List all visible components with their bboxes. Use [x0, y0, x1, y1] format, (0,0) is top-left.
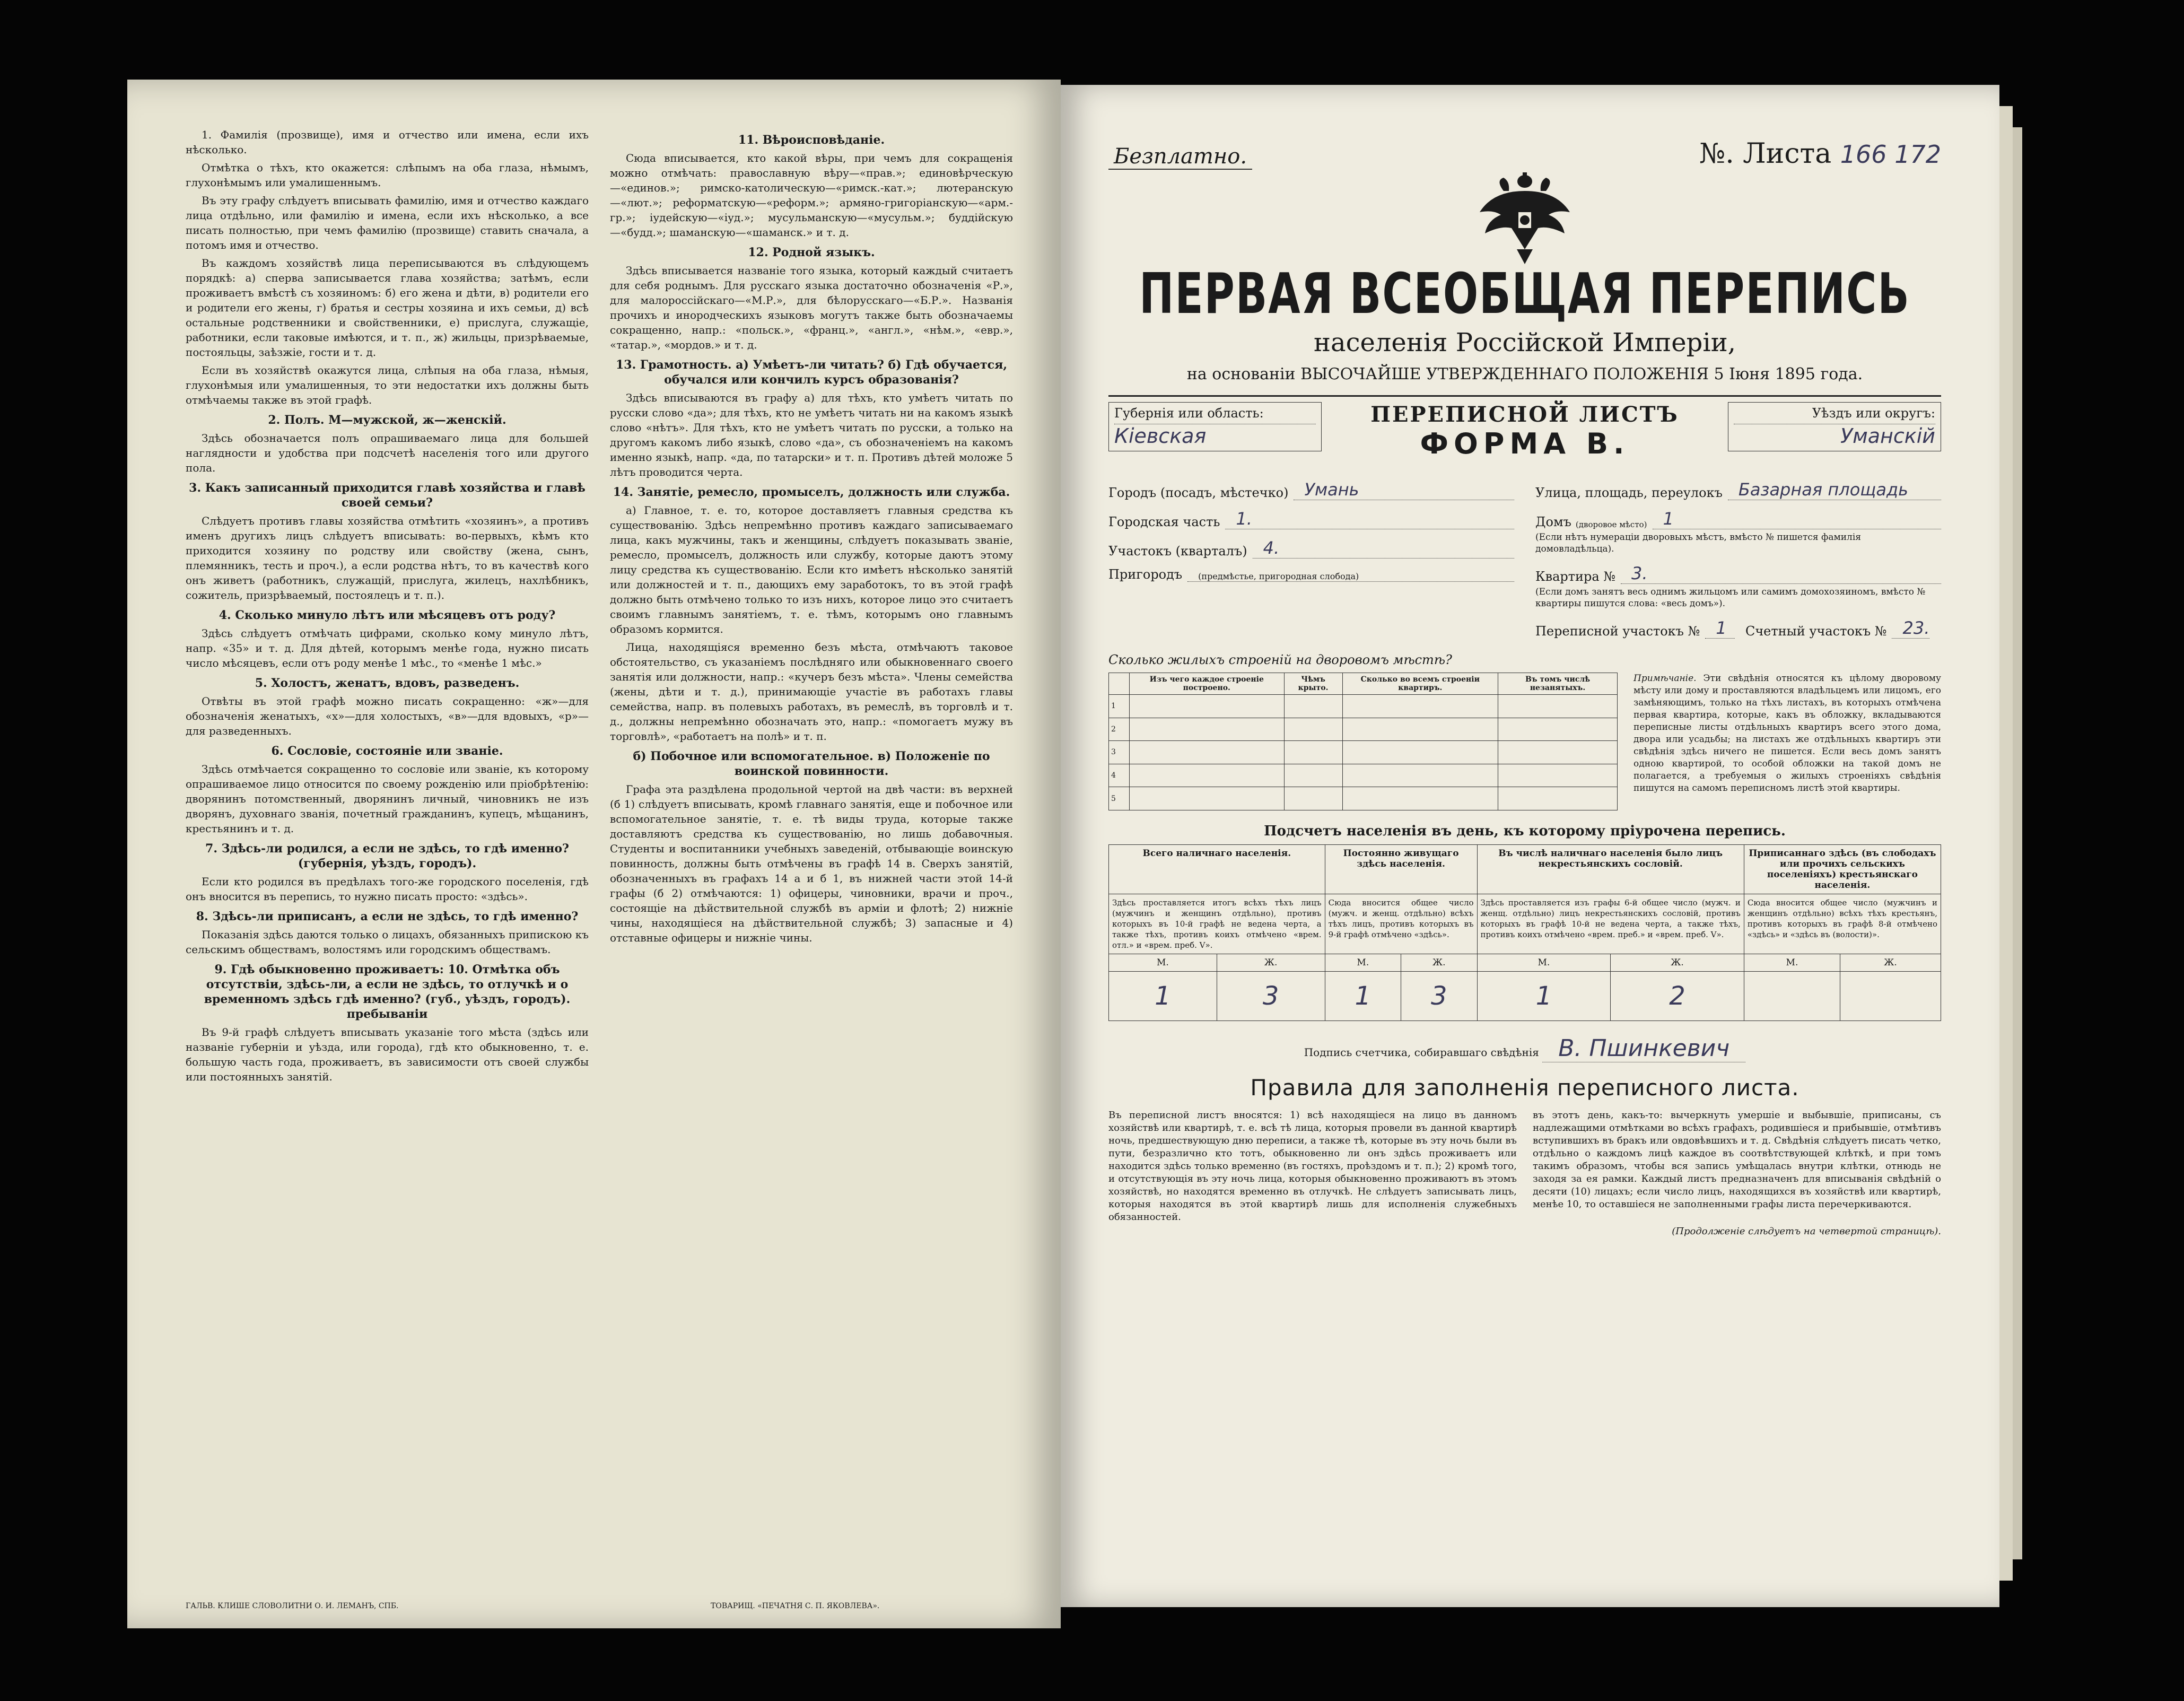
buildings-cell [1130, 695, 1285, 718]
table-row [1109, 764, 1618, 787]
apartment-note: (Если домъ занятъ весь однимъ жильцомъ или самимъ домохозяиномъ, вмѣсто № квартиры пишутся слова: «весь домъ»). [1535, 587, 1926, 609]
sex-label: М. [1477, 954, 1611, 972]
district-value: 4. [1253, 538, 1514, 559]
buildings-cell [1130, 741, 1285, 764]
buildings-cell [1342, 695, 1498, 718]
signature-label: Подпись счетчика, собиравшаго свѣдѣнія [1304, 1046, 1539, 1059]
buildings-cell [1284, 787, 1342, 810]
section-text: 1. Фамилія (прозвище), имя и отчество или имена, если ихъ нѣсколько. [186, 128, 589, 156]
buildings-cell [1498, 718, 1618, 741]
buildings-cell [1498, 787, 1618, 810]
section-text: Отмѣтка о тѣхъ, кто окажется: слѣпымъ на оба глаза, нѣмымъ, глухонѣмымъ или умалишеннымъ. [186, 161, 589, 189]
count-value: 3 [1217, 972, 1325, 1021]
section-text: Лица, находящіяся временно безъ мѣста, отмѣчаютъ таковое обстоятельство, съ указаніемъ послѣдняго или обыкновеннаго своего занятія или должности, напр.: «кучеръ безъ мѣста». Члены семейства (жены, дѣти и т. д.), принимающіе участіе въ работахъ главы семейства, напр. въ полевыхъ работахъ, въ ремеслѣ, въ торговлѣ и т. д., должны непремѣнно обозначать это, напр.: «помогаетъ мужу въ торговлѣ», «работаетъ на полѣ» и т. п. [610, 641, 1013, 743]
divider [1108, 395, 1941, 397]
buildings-cell [1284, 718, 1342, 741]
form-title-line1: ПЕРЕПИСНОЙ ЛИСТЪ [1370, 402, 1679, 427]
street-value: Базарная площадь [1728, 479, 1941, 500]
double-headed-eagle-icon [1472, 170, 1578, 265]
population-count-title: Подсчетъ населенія въ день, къ которому пріурочена перепись. [1264, 823, 1786, 839]
row-number: 5 [1109, 787, 1130, 810]
buildings-cell [1284, 741, 1342, 764]
sex-label: Ж. [1401, 954, 1477, 972]
section-heading: 7. Здѣсь-ли родился, а если не здѣсь, то гдѣ именно? (губернія, уѣздъ, городъ). [205, 842, 569, 870]
rules-body [1108, 1109, 1941, 1224]
gubernia-value: Кіевская [1114, 424, 1316, 448]
sex-label: Ж. [1217, 954, 1325, 972]
census-district-line: Переписной участокъ № 1 Счетный участокъ № 23. [1535, 618, 1930, 639]
count-district-value: 23. [1892, 618, 1929, 639]
buildings-question: Сколько жилыхъ строеній на дворовомъ мѣстѣ? [1108, 652, 1452, 667]
uezd-field [1728, 402, 1941, 451]
free-label: Безплатно. [1108, 144, 1252, 170]
buildings-cell [1130, 764, 1285, 787]
instructions-column-2 [610, 127, 1013, 1597]
buildings-table-header: Сколько во всемъ строеніи квартиръ. [1342, 673, 1498, 695]
printer-credit-left: ГАЛЬВ. КЛИШЕ СЛОВОЛИТНИ О. И. ЛЕМАНЪ, СПБ. [186, 1602, 399, 1610]
census-form-page [1061, 85, 1999, 1607]
buildings-cell [1284, 695, 1342, 718]
section-text: Здѣсь вписывается названіе того языка, который каждый считаетъ для себя роднымъ. Для русскаго языка достаточно обозначенія «Р.», для малороссійскаго—«М.Р.», для бѣлорусскаго—«Б.Р.». Названія прочихъ и инородческихъ языковъ могутъ также быть обозначаемы сокращенно, напр.: «польск.», «франц.», «англ.», «нѣм.», «евр.», «татар.», «мордов.» и т. д. [610, 264, 1013, 351]
sex-label: Ж. [1611, 954, 1744, 972]
house-note: (Если нѣтъ нумераціи дворовыхъ мѣстъ, вмѣсто № пишется фамилія домовладѣльца). [1535, 532, 1862, 554]
house-line: Домъ (дворовое мѣсто) 1 [1535, 509, 1941, 529]
count-table-header: Всего наличнаго населенія. [1109, 845, 1325, 894]
buildings-table-header: Чѣмъ крыто. [1284, 673, 1342, 695]
section-heading: 5. Холостъ, женатъ, вдовъ, разведенъ. [255, 676, 520, 690]
population-count-table [1108, 844, 1941, 1021]
section-text: Въ 9-й графѣ слѣдуетъ вписывать указаніе того мѣста (здѣсь или названіе губерніи и уѣзда, или города), гдѣ кто обыкновенно, т. е. большую часть года, проживаетъ, въ зависимости отъ своей службы или постоянныхъ занятій. [186, 1026, 589, 1083]
section-text: Здѣсь вписываются въ графу а) для тѣхъ, кто умѣетъ читать по русски слово «да»; для тѣхъ, кто не умѣетъ читать ни на какомъ языкѣ слово «нѣтъ». Для тѣхъ, кто не умѣетъ читать по русски, а только на другомъ какомъ либо языкѣ, слово «да», съ обозначеніемъ на какомъ именно языкѣ, напр. «да, по татарски» и т. п. Противъ дѣтей моложе 5 лѣтъ проводится черта. [610, 391, 1013, 478]
count-table-description: Здѣсь проставляется итогъ всѣхъ тѣхъ лицъ (мужчинъ и женщинъ отдѣльно), противъ которыхъ въ 10-й графѣ не ведена черта, а также тѣхъ, противъ коихъ отмѣчено «врем. отл.» и «врем. преб. V». [1109, 894, 1325, 954]
count-table-header: Приписаннаго здѣсь (въ слободахъ или прочихъ сельскихъ поселеніяхъ) крестьянскаго населенія. [1744, 845, 1941, 894]
section-heading: б) Побочное или вспомогательное. в) Положеніе по воинской повинности. [633, 749, 990, 778]
sex-label: М. [1325, 954, 1401, 972]
buildings-cell [1342, 718, 1498, 741]
count-value: 2 [1611, 972, 1744, 1021]
row-number: 3 [1109, 741, 1130, 764]
house-value: 1 [1653, 509, 1941, 529]
count-value [1744, 972, 1840, 1021]
instructions-column-1 [186, 127, 589, 1597]
section-heading: 6. Сословіе, состояніе или званіе. [271, 744, 503, 758]
count-value [1840, 972, 1941, 1021]
address-block [1108, 471, 1941, 641]
section-text: Отвѣты въ этой графѣ можно писать сокращенно: «ж»—для обозначенія женатыхъ, «х»—для холостыхъ, «в»—для вдовыхъ, «р»—для разведенныхъ. [186, 695, 589, 737]
section-heading: 11. Вѣроисповѣданіе. [738, 133, 885, 147]
gubernia-field [1108, 402, 1322, 451]
buildings-cell [1498, 741, 1618, 764]
sex-label: М. [1744, 954, 1840, 972]
gubernia-label: Губернія или область: [1114, 406, 1264, 421]
rules-column-1: Въ переписной листъ вносятся: 1) всѣ находящіеся на лицо въ данномъ хозяйствѣ или квартирѣ, т. е. всѣ тѣ лица, которыя провели въ данной квартирѣ ночь, предшествующую дню переписи, а также тѣ, которые въ эту ночь были въ пути, безразлично кто тотъ, обыкновенно ли онъ здѣсь проживаетъ или находится здѣсь только временно (въ гостяхъ, проѣздомъ и т. п.); 2) кромѣ того, и отсутствующія въ эту ночь лица, которыя обыкновенно проживаютъ въ этомъ хозяйствѣ, но находятся временно въ отлучкѣ. Не слѣдуетъ записывать лицъ, которыя находятся въ этой квартирѣ лишь для исполненія служебныхъ обязанностей. [1108, 1110, 1517, 1223]
uezd-label: Уѣздъ или округъ: [1812, 406, 1935, 421]
table-row [1109, 695, 1618, 718]
row-number: 1 [1109, 695, 1130, 718]
buildings-cell [1498, 695, 1618, 718]
section-text: Графа эта раздѣлена продольной чертой на двѣ части: въ верхней (б 1) слѣдуетъ вписывать, кромѣ главнаго занятія, еще и побочное или вспомогательное занятіе, т. е. тѣ виды труда, которые также доставляютъ средства къ существованію, но лишь добавочныя. Студенты и воспитанники учебныхъ заведеній, отбывающіе воинскую повинность, должны быть отмѣчены въ графѣ 14 в. Сверхъ занятій, обозначенныхъ въ графахъ 14 а и б 1, въ нижней части этой 14-й графы (б 2) отмѣчаются: 1) офицеры, чиновники, врачи и проч., состоящіе на дѣйствительной службѣ въ арміи и флотѣ; 2) нижніе чины, находящіеся на дѣйствительной службѣ; 3) запасные и 4) отставные офицеры и нижніе чины. [610, 783, 1013, 944]
uezd-value: Уманскій [1734, 424, 1935, 448]
section-heading: 13. Грамотность. а) Умѣетъ-ли читать? б) Гдѣ обучается, обучался или кончилъ курсъ образованія? [616, 358, 1007, 387]
section-text: Въ эту графу слѣдуетъ вписывать фамилію, имя и отчество каждаго лица отдѣльно, или фамилію и имена, если ихъ нѣсколько, а все писать полностью, при чемъ фамилію (прозвище) ставить сначала, а потомъ имя и отчество. [186, 194, 589, 251]
count-value: 3 [1401, 972, 1477, 1021]
buildings-note [1633, 673, 1941, 810]
city-part-value: 1. [1225, 509, 1514, 529]
printer-credit-mid: ТОВАРИЩ. «ПЕЧАТНЯ С. П. ЯКОВЛЕВА». [711, 1602, 880, 1610]
section-text: Если въ хозяйствѣ окажутся лица, слѣпыя на оба глаза, нѣмыя, глухонѣмыя или умалишенныя, то эти недостатки ихъ должны быть отмѣчаемы также въ этой графѣ. [186, 364, 589, 406]
section-heading: 9. Гдѣ обыкновенно проживаетъ: 10. Отмѣтка объ отсутствіи, здѣсь-ли, а если не здѣсь, то отлучкѣ и о временномъ здѣсь гдѣ именно? (губ., уѣздъ, городъ). пребываніи [204, 963, 571, 1021]
section-text: Здѣсь отмѣчается сокращенно то сословіе или званіе, къ которому опрашиваемое лицо относится по своему рожденію или пріобрѣтенію: дворянинъ потомственный, дворянинъ личный, чиновникъ не изъ дворянъ, духовнаго званія, почетный гражданинъ, купецъ, мѣщанинъ, крестьянинъ и т. д. [186, 763, 589, 835]
section-heading: 2. Полъ. М—мужской, ж—женскій. [268, 413, 506, 427]
count-table-description: Здѣсь проставляется изъ графы 6-й общее число (мужч. и женщ. отдѣльно) лицъ некрестьянскихъ сословій, противъ которыхъ въ графѣ 10-й не ведена черта, а также тѣхъ, противъ коихъ отмѣчено «врем. преб.» и «врем. преб. V». [1477, 894, 1744, 954]
count-value: 1 [1477, 972, 1611, 1021]
buildings-cell [1342, 787, 1498, 810]
table-row [1109, 718, 1618, 741]
apartment-value: 3. [1621, 563, 1941, 584]
section-text: Въ каждомъ хозяйствѣ лица переписываются въ слѣдующемъ порядкѣ: а) сперва записывается глава хозяйства; затѣмъ, если проживаетъ вмѣстѣ съ хозяиномъ: б) его жена и дѣти, в) родители его и родители его жены, г) братья и сестры хозяина и ихъ семьи, д) всѣ остальные родственники и свойственники, е) прислуга, служащіе, работники, если таковые имѣются, и т. п., ж) жильцы, призрѣваемые, постояльцы, заѣзжіе, гости и т. д. [186, 257, 589, 359]
buildings-table [1108, 673, 1618, 810]
section-text: Слѣдуетъ противъ главы хозяйства отмѣтить «хозяинъ», а противъ именъ другихъ лицъ слѣдуетъ вписывать: во-первыхъ, кѣмъ кто приходится хозяину по родству или свойству (жена, сынъ, племянникъ, тесть и проч.), а если родства нѣтъ, то въ качествѣ кого онъ живетъ (работникъ, служащій, прислуга, жилецъ, нахлѣбникъ, сожитель, призрѣваемый, постоялецъ и т. п.). [186, 514, 589, 601]
city-line: Городъ (посадъ, мѣстечко) Умань [1108, 479, 1514, 500]
note-text: Эти свѣдѣнія относятся къ цѣлому дворовому мѣсту или дому и проставляются владѣльцемъ или лицомъ, его замѣняющимъ, только на тѣхъ листахъ, въ которыхъ отмѣчена первая квартира, которые, какъ въ обложку, вкладываются переписные листы отдѣльныхъ квартиръ всего этого дома, двора или усадьбы; на листахъ же отдѣльныхъ квартиръ эти свѣдѣнія здѣсь ничего не пишется. Если весь домъ занятъ одною квартирой, то особой обложки на такой домъ не полагается, а требуемыя о жилыхъ строеніяхъ свѣдѣнія пишутся на самомъ переписномъ листѣ этой квартиры. [1633, 673, 1942, 793]
section-text: Показанія здѣсь даются только о лицахъ, обязанныхъ припискою къ сельскимъ обществамъ, волостямъ или городскимъ обществамъ. [186, 928, 589, 956]
table-row [1109, 741, 1618, 764]
section-text: а) Главное, т. е. то, которое доставляетъ главныя средства къ существованію. Здѣсь непремѣнно противъ каждаго записываемаго лица, какъ мужчины, такъ и женщины, слѣдуетъ показывать званіе, ремесло, промыселъ, должность или службу, которые даютъ этому лицу средства къ существованію. Если кто имѣетъ нѣсколько занятій или должностей и т. п., дающихъ ему заработокъ, то въ этой графѣ должно быть отмѣчено только то изъ нихъ, которое лицо это считаетъ своимъ главнымъ занятіемъ, т. е. тѣмъ, которымъ оно главнымъ образомъ кормится. [610, 504, 1013, 635]
row-number: 4 [1109, 764, 1130, 787]
left-page [127, 80, 1061, 1628]
enumerator-signature [1108, 1035, 1941, 1062]
buildings-cell [1342, 741, 1498, 764]
buildings-cell [1342, 764, 1498, 787]
count-table-description: Сюда вносится общее число (мужч. и женщ. отдѣльно) всѣхъ тѣхъ лицъ, противъ которыхъ въ 9-й графѣ отмѣчено «здѣсь». [1325, 894, 1477, 954]
count-value: 1 [1109, 972, 1217, 1021]
section-text: Сюда вписывается, кто какой вѣры, при чемъ для сокращенія можно отмѣчать: православную вѣру—«прав.»; единовѣрческую—«единов.»; римско-католическую—«римск.-кат.»; лютеранскую—«лют.»; реформатскую—«реформ.»; армяно-григоріанскую—«арм.-гр.»; іудейскую—«іуд.»; мусульманскую—«мусульм.»; буддійскую—«будд.»; шаманскую—«шаманск.» и т. д. [610, 152, 1013, 239]
count-value: 1 [1325, 972, 1401, 1021]
continued-note: (Продолженіе слѣдуетъ на четвертой страницѣ). [1672, 1226, 1941, 1237]
sex-label: М. [1109, 954, 1217, 972]
section-heading: 14. Занятіе, ремесло, промыселъ, должность или служба. [613, 485, 1010, 499]
census-title: ПЕРВАЯ ВСЕОБЩАЯ ПЕРЕПИСЬ [1139, 262, 1910, 327]
sheet-number [1699, 138, 1941, 170]
district-line: Участокъ (кварталъ) 4. [1108, 538, 1514, 559]
buildings-cell [1130, 787, 1285, 810]
row-number: 2 [1109, 718, 1130, 741]
table-row [1109, 787, 1618, 810]
census-district-value: 1 [1705, 618, 1735, 639]
suburb-note: (предмѣстье, пригородная слобода) [1187, 571, 1514, 582]
census-decree: на основаніи ВЫСОЧАЙШЕ УТВЕРЖДЕННАГО ПОЛОЖЕНІЯ 5 Іюня 1895 года. [1186, 365, 1863, 383]
sex-label: Ж. [1840, 954, 1941, 972]
note-title: Примѣчаніе. [1633, 673, 1697, 684]
buildings-cell [1498, 764, 1618, 787]
page-edge [2013, 127, 2022, 1559]
sheet-number-label: №. Листа [1699, 138, 1832, 170]
buildings-table-header: Изъ чего каждое строеніе построено. [1130, 673, 1285, 695]
section-heading: 12. Родной языкъ. [748, 246, 875, 259]
city-value: Умань [1294, 479, 1514, 500]
count-table-header: Въ числѣ наличнаго населенія было лицъ некрестьянскихъ сословій. [1477, 845, 1744, 894]
section-heading: 4. Сколько минуло лѣтъ или мѣсяцевъ отъ роду? [219, 608, 556, 622]
form-title [1370, 402, 1679, 460]
form-title-line2: ФОРМА В. [1420, 427, 1630, 460]
buildings-cell [1284, 764, 1342, 787]
rules-title: Правила для заполненія переписного листа. [1250, 1075, 1799, 1101]
count-table-header: Постоянно живущаго здѣсь населенія. [1325, 845, 1477, 894]
suburb-line: Пригородъ (предмѣстье, пригородная слобода) [1108, 567, 1514, 582]
apartment-line: Квартира № 3. [1535, 563, 1941, 584]
census-subtitle: населенія Россійской Имперіи, [1314, 328, 1736, 357]
rules-column-2: въ этотъ день, какъ-то: вычеркнуть умершіе и выбывшіе, приписаны, съ надлежащими отмѣтками во всѣхъ графахъ, родившіеся и прибывшіе, отмѣтивъ вступившихъ въ бракъ или овдовѣвшихъ и т. д. Свѣдѣнія слѣдуетъ писать четко, отдѣльно о каждомъ лицѣ каждое въ соотвѣтствующей клѣткѣ, и при томъ такимъ образомъ, чтобы вся запись умѣщалась внутри клѣтки, отнюдь не заходя за ея рамки. Каждый листъ предназначенъ для вписыванія свѣдѣній о десяти (10) лицахъ; если число лицъ, находящихся въ хозяйствѣ или квартирѣ, менѣе 10, то оставшіеся не заполненными графы листа перечеркиваются. [1533, 1110, 1941, 1210]
section-text: Если кто родился въ предѣлахъ того-же городского поселенія, гдѣ онъ вносится въ перепись, то нужно писать просто: «здѣсь». [186, 875, 589, 903]
buildings-cell [1130, 718, 1285, 741]
city-part-line: Городская часть 1. [1108, 509, 1514, 529]
street-line: Улица, площадь, переулокъ Базарная площадь [1535, 479, 1941, 500]
signature-value: В. Пшинкевич [1542, 1035, 1745, 1062]
section-heading: 3. Какъ записанный приходится главѣ хозяйства и главѣ своей семьи? [189, 481, 586, 510]
section-heading: 8. Здѣсь-ли приписанъ, а если не здѣсь, то гдѣ именно? [196, 910, 579, 923]
section-text: Здѣсь слѣдуетъ отмѣчать цифрами, сколько кому минуло лѣтъ, напр. «35» и т. д. Для дѣтей, которымъ менѣе года, нужно писать число мѣсяцевъ, если отъ роду менѣе 1 мѣс., то «менѣе 1 мѣс.» [186, 627, 589, 669]
count-table-description: Сюда вносится общее число (мужчинъ и женщинъ отдѣльно) всѣхъ тѣхъ крестьянъ, противъ которыхъ въ графѣ 8-й отмѣчено «здѣсь» и «здѣсь въ (волости)». [1744, 894, 1941, 954]
buildings-table-header: Въ томъ числѣ незанятыхъ. [1498, 673, 1618, 695]
page-edge [1999, 106, 2013, 1581]
sheet-number-value: 166 172 [1840, 140, 1941, 169]
section-text: Здѣсь обозначается полъ опрашиваемаго лица для большей наглядности и удобства при подсчетѣ населенія того или другого пола. [186, 432, 589, 474]
